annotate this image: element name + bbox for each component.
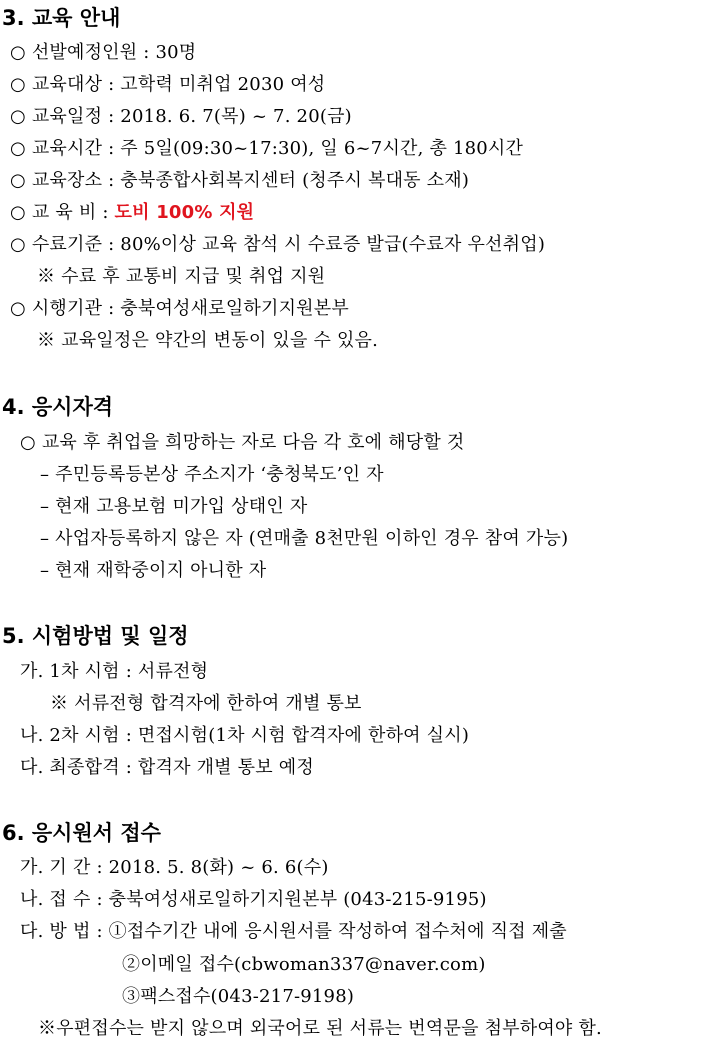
s5-line-3: 나. 2차 시험 : 면접시험(1차 시험 합격자에 한하여 실시) [20,725,470,746]
s5-line-1: 가. 1차 시험 : 서류전형 [20,661,209,682]
s6-line-3: 다. 방 법 : ①접수기간 내에 응시원서를 작성하여 접수처에 직접 제출 [20,921,567,942]
s4-line-3: – 현재 고용보험 미가입 상태인 자 [40,496,308,517]
s6-line-4: ②이메일 접수(cbwoman337@naver.com) [122,954,486,975]
s4-line-1: ○ 교육 후 취업을 희망하는 자로 다음 각 호에 해당할 것 [20,432,465,453]
section-3-title: 3. 교육 안내 [2,6,121,30]
s3-note-2: ※ 교육일정은 약간의 변동이 있을 수 있음. [37,330,379,351]
s3-note-1: ※ 수료 후 교통비 지급 및 취업 지원 [37,266,326,287]
s4-line-2: – 주민등록등본상 주소지가 ‘충청북도’인 자 [40,464,384,485]
s6-line-5: ③팩스접수(043-217-9198) [122,986,355,1007]
s6-note: ※우편접수는 받지 않으며 외국어로 된 서류는 번역문을 첨부하여야 함. [38,1018,602,1039]
section-6-title: 6. 응시원서 접수 [2,821,161,845]
s4-line-4: – 사업자등록하지 않은 자 (연매출 8천만원 이하인 경우 참여 가능) [40,528,569,549]
s4-line-5: – 현재 재학중이지 아니한 자 [40,560,267,581]
s3-line-5: ○ 교육장소 : 충북종합사회복지센터 (청주시 복대동 소재) [10,170,470,191]
s3-line-2: ○ 교육대상 : 고학력 미취업 2030 여성 [10,74,326,95]
s3-line-7: ○ 수료기준 : 80%이상 교육 참석 시 수료증 발급(수료자 우선취업) [10,234,546,255]
section-4-title: 4. 응시자격 [2,395,114,419]
s3-funding-highlight: 도비 100% 지원 [114,202,255,223]
s3-line-1: ○ 선발예정인원 : 30명 [10,42,197,63]
s3-line-3: ○ 교육일정 : 2018. 6. 7(목) ~ 7. 20(금) [10,106,352,127]
section-5-title: 5. 시험방법 및 일정 [2,624,189,648]
s6-line-1: 가. 기 간 : 2018. 5. 8(화) ~ 6. 6(수) [20,857,329,878]
s6-line-2: 나. 접 수 : 충북여성새로일하기지원본부 (043-215-9195) [20,889,487,910]
s3-line-6-label: ○ 교 육 비 : [10,202,115,223]
s3-line-6 [10,198,254,224]
s3-line-4: ○ 교육시간 : 주 5일(09:30~17:30), 일 6~7시간, 총 180시간 [10,138,524,159]
s3-line-9: ○ 시행기관 : 충북여성새로일하기지원본부 [10,298,349,319]
s5-note-1: ※ 서류전형 합격자에 한하여 개별 통보 [50,693,362,714]
s5-line-4: 다. 최종합격 : 합격자 개별 통보 예정 [20,757,314,778]
